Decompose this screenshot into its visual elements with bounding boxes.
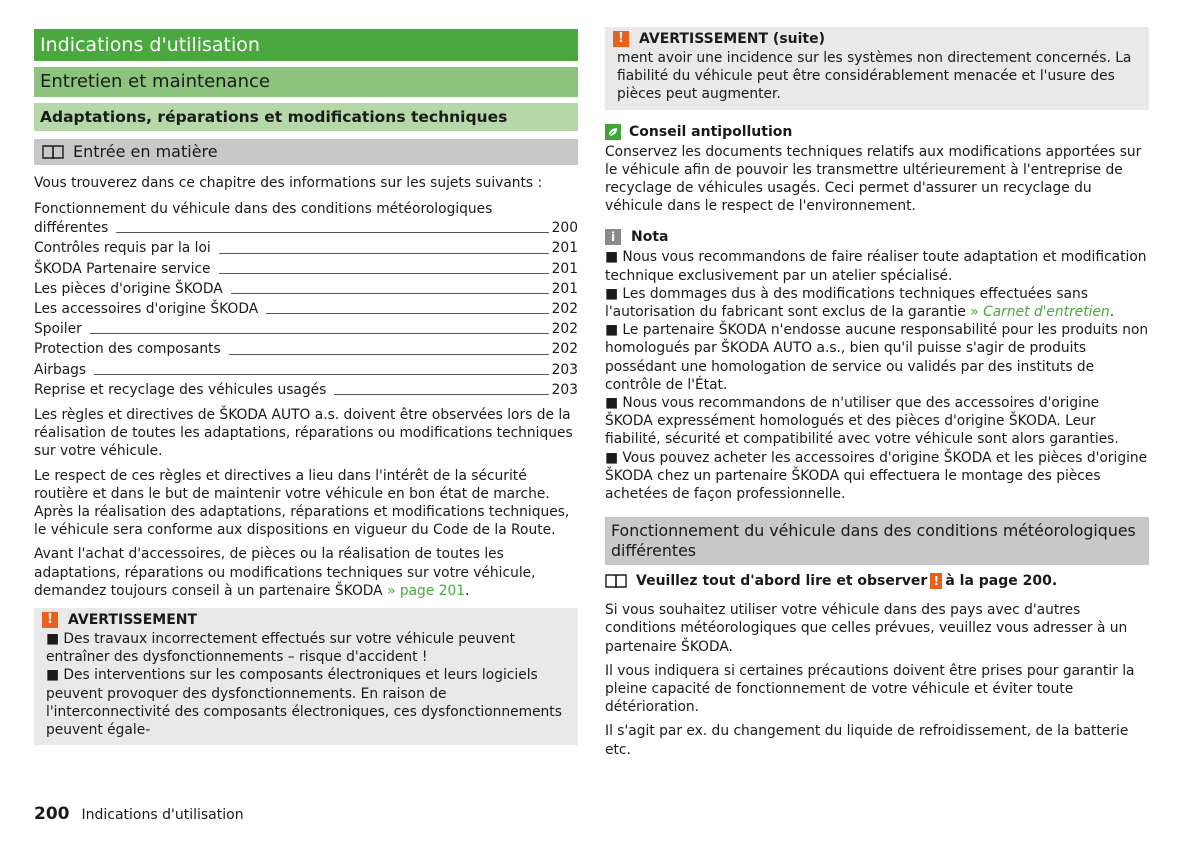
eco-tip-header [605,124,1149,140]
paragraph: Il s'agit par ex. du changement du liquide de refroidissement, de la batterie etc. [605,723,1129,758]
toc-item[interactable]: Contrôles requis par la loi 201 [34,240,578,257]
paragraph: Les règles et directives de ŠKODA AUTO a.s. doivent être observées lors de la réalisation de toutes les adaptations, réparations ou modifications techniques sur votre véhicule. [34,407,573,460]
warning-header [42,612,570,628]
eco-tip-title: Conseil antipollution [629,123,793,140]
toc-item-first-line: Fonctionnement du véhicule dans des conditions météorologiques [34,201,493,218]
toc-item[interactable]: Protection des composants 202 [34,341,578,358]
toc-item[interactable]: différentes 200 [34,220,578,237]
warning-continued-title: AVERTISSEMENT (suite) [639,31,826,47]
section-heading-weather: Fonctionnement du véhicule dans des conditions météorologiques différentes [605,517,1149,565]
warning-continued-box [605,27,1149,110]
note-item: ■ Le partenaire ŠKODA n'endosse aucune responsabilité pour les produits non homologués par ŠKODA AUTO a.s., bien qu'il puisse s'agir de produits possédant une homologation de service ou validés par des instituts de contrôle de l'État. [605,322,1149,393]
toc-item[interactable]: Les pièces d'origine ŠKODA 201 [34,280,578,297]
subsection-heading: Adaptations, réparations et modifications techniques [34,103,578,131]
warning-item: ■ Des travaux incorrectement effectués sur votre véhicule peuvent entraîner des dysfonctionnements – risque d'accident ! [46,631,515,666]
paragraph: Avant l'achat d'accessoires, de pièces ou la réalisation de toutes les adaptations, réparations ou modifications techniques sur votre véhicule, demandez toujours conseil à un partenaire ŠKODA » page 201. [34,546,536,599]
warning-title: AVERTISSEMENT [68,612,198,629]
page-footer [34,804,244,824]
note-title: Nota [631,229,669,246]
note-item: ■ Vous pouvez acheter les accessoires d'origine ŠKODA et les pièces d'origine ŠKODA chez un partenaire ŠKODA qui effectuera le montage des pièces achetées de façon professionnelle. [605,449,1148,503]
carnet-link[interactable]: » Carnet d'entretien [970,304,1110,321]
intro-heading-label: Entrée en matière [73,142,218,161]
note-header [605,229,1149,245]
page-link[interactable]: » page 201 [387,582,466,599]
paragraph: Il vous indiquera si certaines précautions doivent être prises pour garantir la pleine capacité de fonctionnement de votre véhicule et éviter toute détérioration. [605,662,1135,716]
chapter-heading: Indications d'utilisation [34,29,578,61]
toc-item[interactable]: Les accessoires d'origine ŠKODA 202 [34,301,578,318]
table-of-contents [34,200,578,400]
left-column [34,29,578,745]
note-item: ■ Les dommages dus à des modifications techniques effectuées sans l'autorisation du fabricant sont exclus de la garantie » Carnet d'entretien. [605,285,1115,321]
toc-item[interactable]: Spoiler 202 [34,321,578,338]
toc-item[interactable]: Airbags 203 [34,361,578,378]
eco-tip-text: Conservez les documents techniques relatifs aux modifications apportées sur le véhicule afin de pouvoir les transmettre ultérieurement à l'entreprise de recyclage de véhicules usagés. Ceci permet d'assurer un recyclage du véhicule dans le respect de l'environnement. [605,143,1142,215]
warning-continued-text: ment avoir une incidence sur les systèmes non directement concernés. La fiabilité du véhicule peut être considérablement menacée et l'usure des pièces peut augmenter. [617,50,1132,103]
toc-item[interactable]: ŠKODA Partenaire service 201 [34,260,578,277]
note-body [605,248,1149,503]
book-icon [605,573,627,589]
right-column [605,27,1149,759]
toc-item[interactable]: Reprise et recyclage des véhicules usagés 203 [34,381,578,398]
leaf-icon [605,124,621,140]
warning-icon: ! [613,31,629,47]
intro-text: Vous trouverez dans ce chapitre des informations sur les sujets suivants : [34,175,543,191]
book-icon [42,144,64,160]
warning-body [42,630,570,739]
intro-heading [34,139,578,165]
section-heading: Entretien et maintenance [34,67,578,97]
info-icon: i [605,229,621,245]
page-number: 200 [34,804,70,824]
warning-item: ■ Des interventions sur les composants électroniques et leurs logiciels peuvent provoquer des dysfonctionnements. En raison de l'interconnectivité des composants électroniques, ces dysfonctionnements peuvent égale- [46,667,562,739]
paragraph: Le respect de ces règles et directives a lieu dans l'intérêt de la sécurité routière et dans le but de maintenir votre véhicule en bon état de marche. Après la réalisation des adaptations, réparations et modifications techniques, le véhicule sera conforme aux dispositions en vigueur du Code de la Route. [34,467,570,539]
warning-icon: ! [42,612,58,628]
note-item: ■ Nous vous recommandons de n'utiliser que des accessoires d'origine ŠKODA expressément homologués et des pièces d'origine ŠKODA. Leur fiabilité, sécurité et compatibilité avec votre véhicule sont alors garanties. [605,395,1119,448]
warning-box [34,608,578,745]
note-item: ■ Nous vous recommandons de faire réaliser toute adaptation et modification technique exclusivement par un atelier spécialisé. [605,249,1147,284]
paragraph: Si vous souhaitez utiliser votre véhicule dans des pays avec d'autres conditions météorologiques que celles prévues, veuillez vous adresser à un partenaire ŠKODA. [605,602,1128,655]
warning-icon: ! [930,573,942,589]
footer-text: Indications d'utilisation [81,807,244,823]
warning-continued-header [613,31,1141,47]
read-first-notice: Veuillez tout d'abord lire et observer ! à la page 200. [605,573,1149,589]
